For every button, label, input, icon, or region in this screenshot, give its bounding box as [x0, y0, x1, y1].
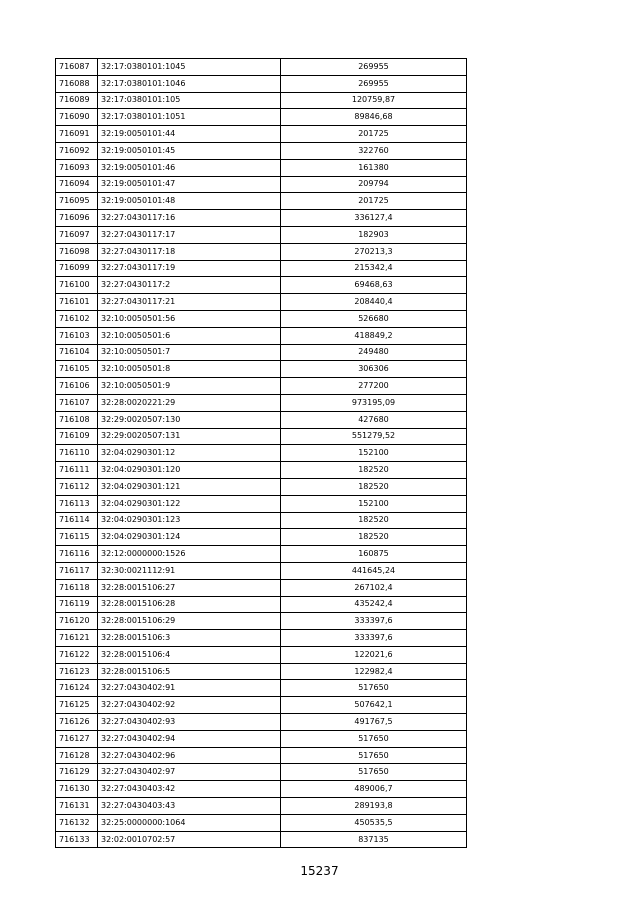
table-row	[56, 596, 467, 613]
row-number-cell: 716095	[56, 193, 98, 210]
value-cell: 161380	[281, 159, 467, 176]
table-row	[56, 243, 467, 260]
value-cell: 152100	[281, 445, 467, 462]
cadastral-value-table	[55, 58, 467, 848]
row-number-cell: 716111	[56, 462, 98, 479]
row-number-cell: 716122	[56, 646, 98, 663]
cadastral-number-cell: 32:28:0020221:29	[98, 394, 281, 411]
row-number-cell: 716099	[56, 260, 98, 277]
value-cell: 306306	[281, 361, 467, 378]
row-number-cell: 716119	[56, 596, 98, 613]
value-cell: 122982,4	[281, 663, 467, 680]
table-row	[56, 697, 467, 714]
table-row	[56, 613, 467, 630]
value-cell: 267102,4	[281, 579, 467, 596]
value-cell: 837135	[281, 831, 467, 848]
row-number-cell: 716103	[56, 327, 98, 344]
value-cell: 208440,4	[281, 294, 467, 311]
table-row	[56, 764, 467, 781]
row-number-cell: 716128	[56, 747, 98, 764]
value-cell: 289193,8	[281, 798, 467, 815]
row-number-cell: 716126	[56, 714, 98, 731]
cadastral-number-cell: 32:27:0430402:92	[98, 697, 281, 714]
table-row	[56, 361, 467, 378]
value-cell: 973195,09	[281, 394, 467, 411]
cadastral-number-cell: 32:28:0015106:4	[98, 646, 281, 663]
cadastral-number-cell: 32:27:0430402:96	[98, 747, 281, 764]
table-row	[56, 126, 467, 143]
row-number-cell: 716120	[56, 613, 98, 630]
table-row	[56, 630, 467, 647]
table-row	[56, 142, 467, 159]
cadastral-number-cell: 32:28:0015106:27	[98, 579, 281, 596]
cadastral-number-cell: 32:10:0050501:8	[98, 361, 281, 378]
cadastral-number-cell: 32:04:0290301:120	[98, 462, 281, 479]
value-cell: 152100	[281, 495, 467, 512]
row-number-cell: 716124	[56, 680, 98, 697]
table-body	[56, 59, 467, 848]
cadastral-number-cell: 32:27:0430117:21	[98, 294, 281, 311]
value-cell: 427680	[281, 411, 467, 428]
table-row	[56, 798, 467, 815]
value-cell: 333397,6	[281, 630, 467, 647]
row-number-cell: 716102	[56, 310, 98, 327]
value-cell: 270213,3	[281, 243, 467, 260]
value-cell: 201725	[281, 193, 467, 210]
row-number-cell: 716129	[56, 764, 98, 781]
table-row	[56, 344, 467, 361]
table-row	[56, 831, 467, 848]
value-cell: 333397,6	[281, 613, 467, 630]
cadastral-number-cell: 32:28:0015106:28	[98, 596, 281, 613]
cadastral-number-cell: 32:19:0050101:48	[98, 193, 281, 210]
cadastral-number-cell: 32:02:0010702:57	[98, 831, 281, 848]
row-number-cell: 716094	[56, 176, 98, 193]
row-number-cell: 716098	[56, 243, 98, 260]
row-number-cell: 716110	[56, 445, 98, 462]
row-number-cell: 716097	[56, 226, 98, 243]
table-row	[56, 529, 467, 546]
cadastral-number-cell: 32:19:0050101:45	[98, 142, 281, 159]
cadastral-number-cell: 32:27:0430403:42	[98, 781, 281, 798]
value-cell: 517650	[281, 747, 467, 764]
cadastral-number-cell: 32:17:0380101:105	[98, 92, 281, 109]
cadastral-number-cell: 32:27:0430402:97	[98, 764, 281, 781]
cadastral-number-cell: 32:04:0290301:124	[98, 529, 281, 546]
table-row	[56, 159, 467, 176]
table-row	[56, 327, 467, 344]
row-number-cell: 716114	[56, 512, 98, 529]
table-row	[56, 462, 467, 479]
table-row	[56, 193, 467, 210]
cadastral-number-cell: 32:27:0430117:17	[98, 226, 281, 243]
value-cell: 89846,68	[281, 109, 467, 126]
cadastral-number-cell: 32:17:0380101:1051	[98, 109, 281, 126]
table-row	[56, 546, 467, 563]
cadastral-number-cell: 32:27:0430402:94	[98, 730, 281, 747]
cadastral-number-cell: 32:28:0015106:3	[98, 630, 281, 647]
row-number-cell: 716116	[56, 546, 98, 563]
value-cell: 322760	[281, 142, 467, 159]
row-number-cell: 716123	[56, 663, 98, 680]
value-cell: 551279,52	[281, 428, 467, 445]
value-cell: 336127,4	[281, 210, 467, 227]
table-row	[56, 59, 467, 76]
value-cell: 182520	[281, 462, 467, 479]
cadastral-number-cell: 32:10:0050501:56	[98, 310, 281, 327]
row-number-cell: 716104	[56, 344, 98, 361]
table-row	[56, 226, 467, 243]
row-number-cell: 716113	[56, 495, 98, 512]
value-cell: 491767,5	[281, 714, 467, 731]
row-number-cell: 716093	[56, 159, 98, 176]
table-row	[56, 478, 467, 495]
cadastral-number-cell: 32:17:0380101:1045	[98, 59, 281, 76]
cadastral-number-cell: 32:29:0020507:130	[98, 411, 281, 428]
table-row	[56, 310, 467, 327]
row-number-cell: 716121	[56, 630, 98, 647]
table-row	[56, 495, 467, 512]
value-cell: 182903	[281, 226, 467, 243]
table-row	[56, 75, 467, 92]
row-number-cell: 716092	[56, 142, 98, 159]
page-number: 15237	[300, 864, 339, 878]
value-cell: 209794	[281, 176, 467, 193]
value-cell: 517650	[281, 730, 467, 747]
table-row	[56, 730, 467, 747]
row-number-cell: 716088	[56, 75, 98, 92]
value-cell: 277200	[281, 378, 467, 395]
value-cell: 120759,87	[281, 92, 467, 109]
cadastral-number-cell: 32:04:0290301:121	[98, 478, 281, 495]
row-number-cell: 716096	[56, 210, 98, 227]
row-number-cell: 716101	[56, 294, 98, 311]
value-cell: 489006,7	[281, 781, 467, 798]
row-number-cell: 716118	[56, 579, 98, 596]
table-row	[56, 663, 467, 680]
cadastral-number-cell: 32:04:0290301:123	[98, 512, 281, 529]
value-cell: 182520	[281, 512, 467, 529]
cadastral-number-cell: 32:27:0430403:43	[98, 798, 281, 815]
value-cell: 269955	[281, 75, 467, 92]
row-number-cell: 716091	[56, 126, 98, 143]
value-cell: 517650	[281, 764, 467, 781]
cadastral-number-cell: 32:10:0050501:7	[98, 344, 281, 361]
cadastral-number-cell: 32:27:0430402:93	[98, 714, 281, 731]
cadastral-number-cell: 32:27:0430117:16	[98, 210, 281, 227]
row-number-cell: 716133	[56, 831, 98, 848]
row-number-cell: 716132	[56, 814, 98, 831]
table-row	[56, 411, 467, 428]
row-number-cell: 716107	[56, 394, 98, 411]
cadastral-number-cell: 32:19:0050101:46	[98, 159, 281, 176]
table-row	[56, 294, 467, 311]
value-cell: 182520	[281, 478, 467, 495]
cadastral-number-cell: 32:10:0050501:9	[98, 378, 281, 395]
table-row	[56, 428, 467, 445]
value-cell: 182520	[281, 529, 467, 546]
row-number-cell: 716089	[56, 92, 98, 109]
value-cell: 160875	[281, 546, 467, 563]
row-number-cell: 716109	[56, 428, 98, 445]
table-row	[56, 579, 467, 596]
value-cell: 507642,1	[281, 697, 467, 714]
cadastral-number-cell: 32:27:0430117:2	[98, 277, 281, 294]
row-number-cell: 716087	[56, 59, 98, 76]
value-cell: 69468,63	[281, 277, 467, 294]
cadastral-number-cell: 32:04:0290301:12	[98, 445, 281, 462]
table-row	[56, 512, 467, 529]
row-number-cell: 716112	[56, 478, 98, 495]
value-cell: 435242,4	[281, 596, 467, 613]
cadastral-number-cell: 32:27:0430117:19	[98, 260, 281, 277]
cadastral-number-cell: 32:19:0050101:47	[98, 176, 281, 193]
table-row	[56, 210, 467, 227]
row-number-cell: 716130	[56, 781, 98, 798]
value-cell: 215342,4	[281, 260, 467, 277]
table-row	[56, 680, 467, 697]
cadastral-number-cell: 32:19:0050101:44	[98, 126, 281, 143]
value-cell: 450535,5	[281, 814, 467, 831]
cadastral-number-cell: 32:17:0380101:1046	[98, 75, 281, 92]
table-row	[56, 646, 467, 663]
row-number-cell: 716127	[56, 730, 98, 747]
table-row	[56, 394, 467, 411]
row-number-cell: 716117	[56, 562, 98, 579]
cadastral-number-cell: 32:27:0430117:18	[98, 243, 281, 260]
table-row	[56, 814, 467, 831]
table-row	[56, 109, 467, 126]
value-cell: 122021,6	[281, 646, 467, 663]
cadastral-number-cell: 32:30:0021112:91	[98, 562, 281, 579]
value-cell: 269955	[281, 59, 467, 76]
value-cell: 526680	[281, 310, 467, 327]
table-row	[56, 562, 467, 579]
table-row	[56, 260, 467, 277]
value-cell: 418849,2	[281, 327, 467, 344]
table-row	[56, 92, 467, 109]
row-number-cell: 716115	[56, 529, 98, 546]
table-row	[56, 714, 467, 731]
row-number-cell: 716108	[56, 411, 98, 428]
table-row	[56, 277, 467, 294]
row-number-cell: 716100	[56, 277, 98, 294]
table-row	[56, 176, 467, 193]
row-number-cell: 716090	[56, 109, 98, 126]
cadastral-number-cell: 32:25:0000000:1064	[98, 814, 281, 831]
value-cell: 201725	[281, 126, 467, 143]
cadastral-number-cell: 32:29:0020507:131	[98, 428, 281, 445]
row-number-cell: 716106	[56, 378, 98, 395]
cadastral-number-cell: 32:12:0000000:1526	[98, 546, 281, 563]
row-number-cell: 716105	[56, 361, 98, 378]
cadastral-number-cell: 32:04:0290301:122	[98, 495, 281, 512]
row-number-cell: 716125	[56, 697, 98, 714]
value-cell: 517650	[281, 680, 467, 697]
row-number-cell: 716131	[56, 798, 98, 815]
cadastral-number-cell: 32:28:0015106:29	[98, 613, 281, 630]
value-cell: 249480	[281, 344, 467, 361]
cadastral-number-cell: 32:27:0430402:91	[98, 680, 281, 697]
table-row	[56, 378, 467, 395]
table-row	[56, 445, 467, 462]
value-cell: 441645,24	[281, 562, 467, 579]
cadastral-number-cell: 32:10:0050501:6	[98, 327, 281, 344]
table-row	[56, 747, 467, 764]
table-row	[56, 781, 467, 798]
cadastral-number-cell: 32:28:0015106:5	[98, 663, 281, 680]
